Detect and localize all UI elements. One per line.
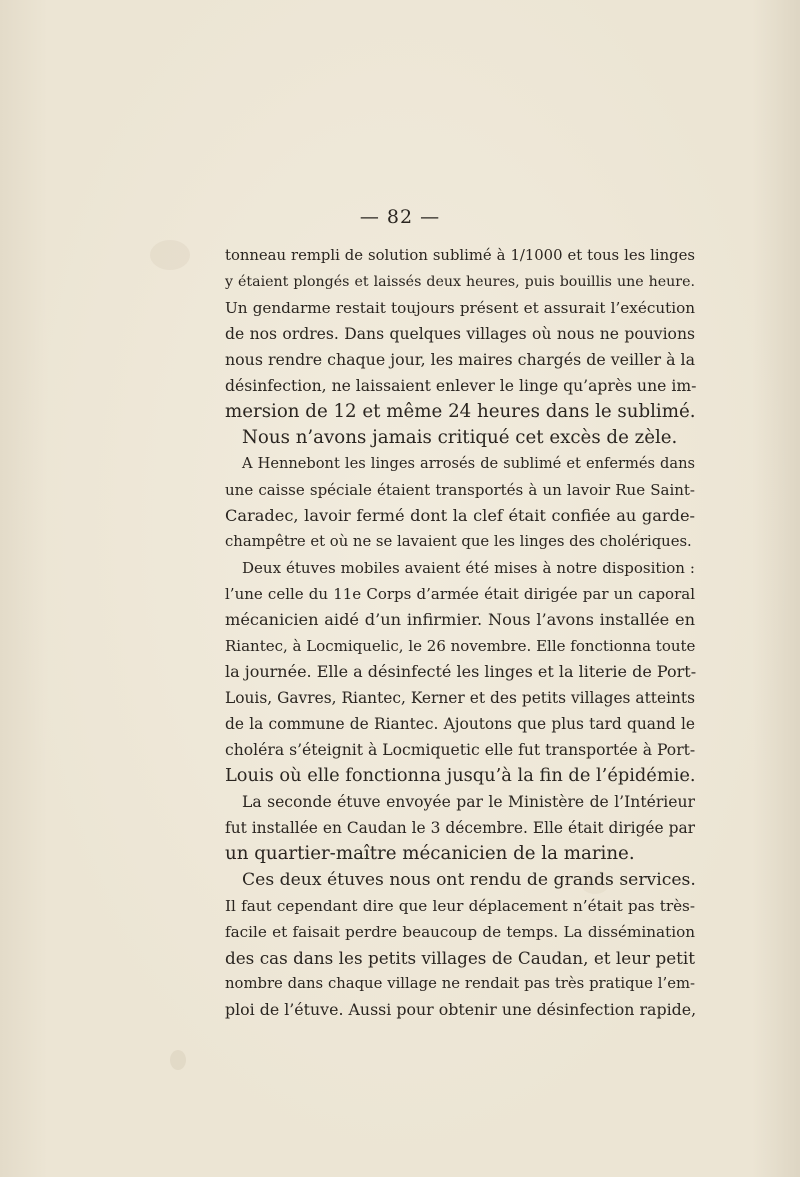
- text-line: nous rendre chaque jour, les maires chargés de veiller à la: [225, 350, 695, 369]
- text-line: de nos ordres. Dans quelques villages où nous ne pouvions: [225, 325, 695, 343]
- text-line: y étaient plongés et laissés deux heures, puis bouillis une heure.: [225, 274, 695, 290]
- text-line: Deux étuves mobiles avaient été mises à notre disposition :: [242, 559, 695, 577]
- page-number: — 82 —: [359, 206, 441, 228]
- text-line: une caisse spéciale étaient transportés à un lavoir Rue Saint-: [225, 481, 695, 499]
- text-line: La seconde étuve envoyée par le Ministère de l’Intérieur: [242, 793, 695, 811]
- text-line: Caradec, lavoir fermé dont la clef était confiée au garde-: [225, 506, 695, 525]
- text-line: Riantec, à Locmiquelic, le 26 novembre. Elle fonctionna toute: [225, 637, 696, 655]
- text-line: un quartier-maître mécanicien de la marine.: [225, 843, 635, 864]
- text-line: ploi de l’étuve. Aussi pour obtenir une désinfection rapide,: [225, 1000, 697, 1019]
- text-line: Un gendarme restait toujours présent et assurait l’exécution: [225, 299, 695, 317]
- text-line: désinfection, ne laissaient enlever le linge qu’après une im-: [225, 377, 697, 395]
- text-line: Il faut cependant dire que leur déplacement n’était pas très-: [225, 897, 695, 915]
- text-line: la journée. Elle a désinfecté les linges et la literie de Port-: [225, 662, 697, 681]
- text-line: tonneau rempli de solution sublimé à 1/1000 et tous les linges: [225, 247, 695, 264]
- text-line: fut installée en Caudan le 3 décembre. Elle était dirigée par: [225, 819, 695, 837]
- text-line: mersion de 12 et même 24 heures dans le sublimé.: [225, 401, 696, 422]
- text-line: Nous n’avons jamais critiqué cet excès de zèle.: [242, 427, 678, 448]
- text-line: des cas dans les petits villages de Caudan, et leur petit: [225, 948, 695, 968]
- text-line: facile et faisait perdre beaucoup de temps. La dissémination: [225, 923, 695, 941]
- text-line: mécanicien aidé d’un infirmier. Nous l’avons installée en: [225, 610, 695, 629]
- text-line: Louis, Gavres, Riantec, Kerner et des petits villages atteints: [225, 689, 695, 707]
- text-line: l’une celle du 11e Corps d’armée était dirigée par un caporal: [225, 585, 695, 603]
- text-line: Louis où elle fonctionna jusqu’à la fin de l’épidémie.: [225, 765, 696, 786]
- text-line: champêtre et où ne se lavaient que les linges des cholériques.: [225, 533, 692, 550]
- text-line: nombre dans chaque village ne rendait pas très pratique l’em-: [225, 975, 695, 992]
- text-line: A Hennebont les linges arrosés de sublimé et enfermés dans: [242, 455, 695, 472]
- text-line: de la commune de Riantec. Ajoutons que plus tard quand le: [225, 715, 695, 733]
- text-line: choléra s’éteignit à Locmiquetic elle fut transportée à Port-: [225, 741, 696, 759]
- text-line: Ces deux étuves nous ont rendu de grands services.: [242, 870, 696, 890]
